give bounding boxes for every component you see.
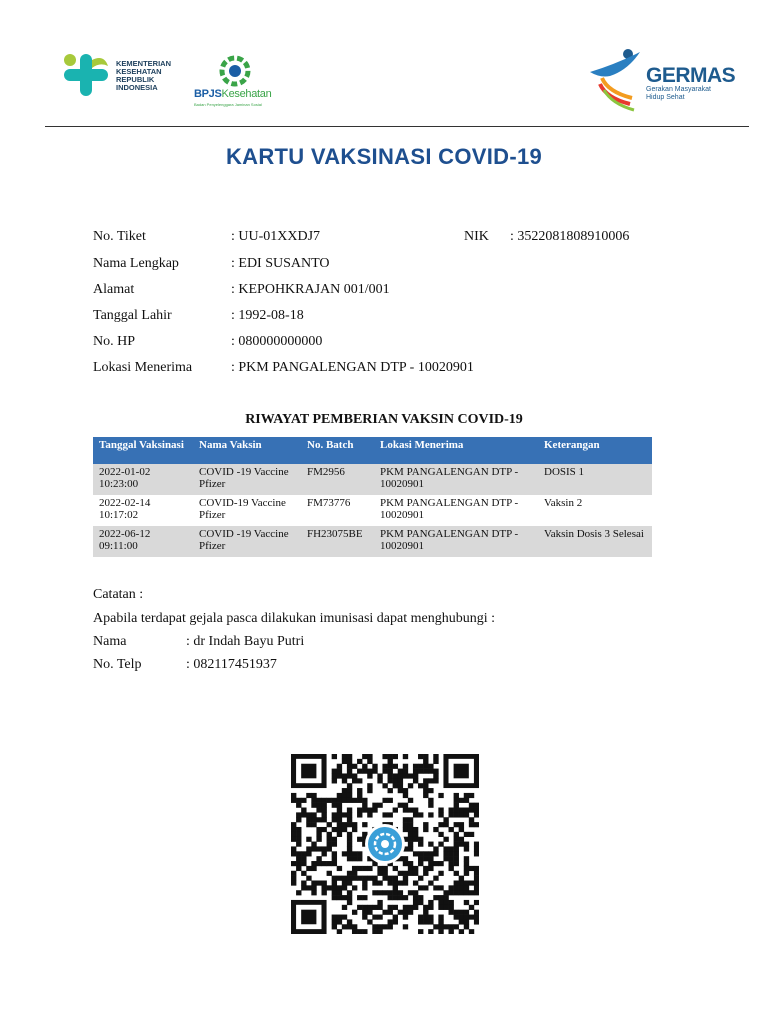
- germas-logo: [586, 46, 738, 112]
- qr-code-icon: [291, 754, 479, 939]
- location-label: Lokasi Menerima: [93, 360, 193, 375]
- header-note: Keterangan: [538, 437, 652, 464]
- cell-date: 2022-01-02 10:23:00: [93, 464, 193, 495]
- dob-value: : 1992-08-18: [231, 308, 304, 323]
- ticket-value: : UU-01XXDJ7: [231, 229, 321, 244]
- cell-vaccine: COVID -19 Vaccine Pfizer: [193, 526, 301, 557]
- table-row: [93, 495, 652, 526]
- notes-instruction: Apabila terdapat gejala pasca dilakukan imunisasi dapat menghubungi :: [93, 611, 495, 626]
- page-title: KARTU VAKSINASI COVID-19: [225, 144, 543, 169]
- cell-vaccine: COVID -19 Vaccine Pfizer: [193, 464, 301, 495]
- dob-label: Tanggal Lahir: [93, 308, 172, 323]
- germas-emblem-icon: [586, 46, 648, 112]
- notes-label: Catatan :: [93, 587, 144, 602]
- vaccination-history-table: [93, 437, 652, 557]
- header-divider: [45, 126, 749, 127]
- phone-value: : 080000000000: [231, 334, 323, 349]
- bpjs-emblem-icon: [218, 54, 252, 88]
- nik-label: NIK: [464, 229, 489, 244]
- name-value: : EDI SUSANTO: [231, 256, 330, 271]
- address-label: Alamat: [93, 282, 135, 297]
- bpjs-name: BPJSKesehatan: [194, 88, 272, 100]
- bpjs-tagline: Badan Penyelenggara Jaminan Sosial: [194, 102, 262, 107]
- contact-phone-label: No. Telp: [93, 657, 142, 672]
- header-location: Lokasi Menerima: [374, 437, 538, 464]
- cell-location: PKM PANGALENGAN DTP - 10020901: [374, 464, 538, 495]
- ticket-label: No. Tiket: [93, 229, 146, 244]
- name-label: Nama Lengkap: [93, 256, 179, 271]
- cell-batch: FM2956: [301, 464, 374, 495]
- cell-location: PKM PANGALENGAN DTP - 10020901: [374, 495, 538, 526]
- nik-value: : 3522081808910006: [510, 229, 630, 244]
- bpjs-logo: [192, 54, 284, 106]
- table-row: [93, 526, 652, 557]
- cell-batch: FM73776: [301, 495, 374, 526]
- cell-location: PKM PANGALENGAN DTP - 10020901: [374, 526, 538, 557]
- kemenkes-logo: [60, 50, 180, 100]
- germas-tagline: Gerakan Masyarakat Hidup Sehat: [646, 86, 711, 101]
- germas-name: GERMAS: [646, 64, 736, 87]
- phone-label: No. HP: [93, 334, 136, 349]
- contact-name-value: : dr Indah Bayu Putri: [186, 634, 305, 649]
- kemenkes-emblem-icon: [60, 50, 116, 100]
- header-batch: No. Batch: [301, 437, 374, 464]
- address-value: : KEPOHKRAJAN 001/001: [231, 282, 390, 297]
- history-title: RIWAYAT PEMBERIAN VAKSIN COVID-19: [245, 412, 523, 427]
- contact-phone-value: : 082117451937: [186, 657, 277, 672]
- location-value: : PKM PANGALENGAN DTP - 10020901: [231, 360, 474, 375]
- cell-note: Vaksin Dosis 3 Selesai: [538, 526, 652, 557]
- table-header-row: [93, 437, 652, 464]
- cell-date: 2022-06-12 09:11:00: [93, 526, 193, 557]
- kemenkes-text: KEMENTERIAN KESEHATAN REPUBLIK INDONESIA: [116, 59, 172, 92]
- cell-vaccine: COVID-19 Vaccine Pfizer: [193, 495, 301, 526]
- table-row: [93, 464, 652, 495]
- header-vaccine: Nama Vaksin: [193, 437, 301, 464]
- cell-note: DOSIS 1: [538, 464, 652, 495]
- cell-batch: FH23075BE: [301, 526, 374, 557]
- contact-name-label: Nama: [93, 634, 127, 649]
- cell-date: 2022-02-14 10:17:02: [93, 495, 193, 526]
- header-date: Tanggal Vaksinasi: [93, 437, 193, 464]
- cell-note: Vaksin 2: [538, 495, 652, 526]
